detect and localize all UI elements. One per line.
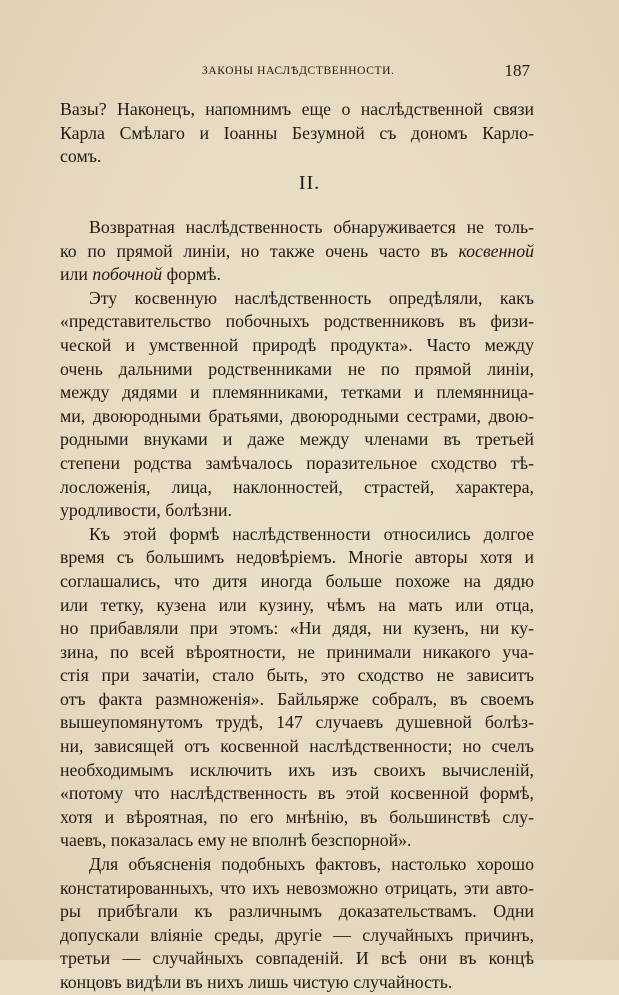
text-segment: лосложенія, лица, наклонностей, страстей, характера, <box>60 476 534 497</box>
body-text <box>60 216 534 995</box>
text-line <box>60 806 534 830</box>
text-segment: ми, двоюродными братьями, двоюродными сестрами, двою- <box>60 405 534 426</box>
text-line <box>60 735 534 759</box>
running-header <box>60 61 530 81</box>
text-segment: ко по прямой линіи, но также очень часто въ <box>60 240 459 261</box>
text-line <box>60 853 534 877</box>
text-segment: третьи — случайныхъ совпаденій. И всѣ они въ концѣ <box>60 948 534 969</box>
text-line: сомъ. <box>60 146 102 167</box>
italic-term: косвенной <box>458 240 534 261</box>
text-line <box>60 947 534 971</box>
text-segment: концовъ видѣли въ нихъ лишь чистую случайность. <box>60 972 453 992</box>
opening-paragraph <box>60 98 534 169</box>
text-segment: соглашались, что дитя иногда больше похоже на дядю <box>60 570 534 591</box>
text-segment: между дядями и племянниками, тетками и племянница- <box>60 382 534 403</box>
text-line <box>60 310 534 334</box>
text-segment: чаевъ, показалась ему не вполнѣ безспорной». <box>60 830 412 851</box>
text-line <box>60 405 534 429</box>
italic-term: побочной <box>92 264 163 285</box>
text-segment: ры прибѣгали къ различнымъ доказательствамъ. Одни <box>60 901 534 922</box>
text-line <box>60 476 534 500</box>
text-segment: Къ этой формѣ наслѣдственности относились долгое <box>89 523 534 544</box>
text-segment: Эту косвенную наслѣдственность опредѣляли, какъ <box>89 287 534 308</box>
text-line <box>60 617 534 641</box>
text-line <box>60 971 534 995</box>
text-line <box>60 688 534 712</box>
text-line <box>60 523 534 547</box>
text-line <box>60 759 534 783</box>
text-line <box>60 381 534 405</box>
text-line <box>60 594 534 618</box>
text-line <box>60 900 534 924</box>
text-segment: Возвратная наслѣдственность обнаруживается не толь- <box>89 217 534 237</box>
text-line <box>60 216 534 240</box>
text-line <box>60 428 534 452</box>
text-line <box>60 782 534 806</box>
text-segment: «потому что наслѣдственность въ этой косвенной формѣ, <box>60 783 534 804</box>
text-segment: стія при зачатіи, стало быть, это сходство не зависитъ <box>60 665 534 686</box>
text-line <box>60 334 534 358</box>
text-segment: «представительство побочныхъ родственниковъ въ физи- <box>60 311 534 332</box>
text-segment: отъ факта размноженія». Байльярже собралъ, въ своемъ <box>60 688 534 709</box>
text-segment: хотя и вѣроятная, по его мнѣнію, въ большинствѣ слу- <box>60 806 534 827</box>
text-line <box>60 924 534 948</box>
text-line <box>60 641 534 665</box>
text-segment: формѣ. <box>162 264 221 285</box>
text-segment: вышеупомянутомъ трудѣ, 147 случаевъ душевной болѣз- <box>60 712 534 733</box>
text-segment: но прибавляли при этомъ: «Ни дядя, ни кузенъ, ни ку- <box>60 618 534 639</box>
text-segment: констатированныхъ, что ихъ невозможно отрицать, эти авто- <box>60 877 534 898</box>
text-line <box>60 263 534 287</box>
text-segment: родными внуками и даже между членами въ третьей <box>60 429 534 450</box>
text-line: Вазы? Наконецъ, напомнимъ еще о наслѣдственной связи <box>60 99 534 119</box>
text-segment: очень дальними родственниками не по прямой линіи, <box>60 358 534 379</box>
text-line <box>60 546 534 570</box>
text-segment: степени родства замѣчалось поразительное сходство тѣ- <box>60 452 534 473</box>
text-line <box>60 664 534 688</box>
text-segment: допускали вліяніе среды, другіе — случайныхъ причинъ, <box>60 924 534 945</box>
text-segment: или <box>60 264 93 285</box>
text-line <box>60 877 534 901</box>
text-line: Карла Смѣлаго и Іоанны Безумной съ дономъ Карло- <box>60 122 534 143</box>
text-line <box>60 240 534 264</box>
text-segment: время съ большимъ недовѣріемъ. Многіе авторы хотя и <box>60 547 534 568</box>
text-line <box>60 358 534 382</box>
running-title: ЗАКОНЫ НАСЛѢДСТВЕННОСТИ. <box>202 65 395 77</box>
text-segment: необходимымъ исключить ихъ изъ своихъ вычисленій, <box>60 759 534 780</box>
section-heading: II. <box>298 172 321 194</box>
text-segment: зина, по всей вѣроятности, не принимали никакого уча- <box>60 641 534 662</box>
text-line <box>60 499 534 523</box>
text-line <box>60 452 534 476</box>
text-line <box>60 287 534 311</box>
page-number: 187 <box>504 61 530 80</box>
text-line <box>60 711 534 735</box>
text-segment: или тетку, кузена или кузину, чѣмъ на мать или отца, <box>60 594 534 615</box>
text-segment: ни, зависящей отъ косвенной наслѣдственности; но счелъ <box>60 736 534 757</box>
text-segment: уродливости, болѣзни. <box>60 500 233 521</box>
text-line <box>60 829 534 853</box>
text-segment: Для объясненія подобныхъ фактовъ, настолько хорошо <box>89 854 534 875</box>
text-segment: ческой и умственной природѣ продукта». Часто между <box>60 334 534 355</box>
text-line <box>60 570 534 594</box>
